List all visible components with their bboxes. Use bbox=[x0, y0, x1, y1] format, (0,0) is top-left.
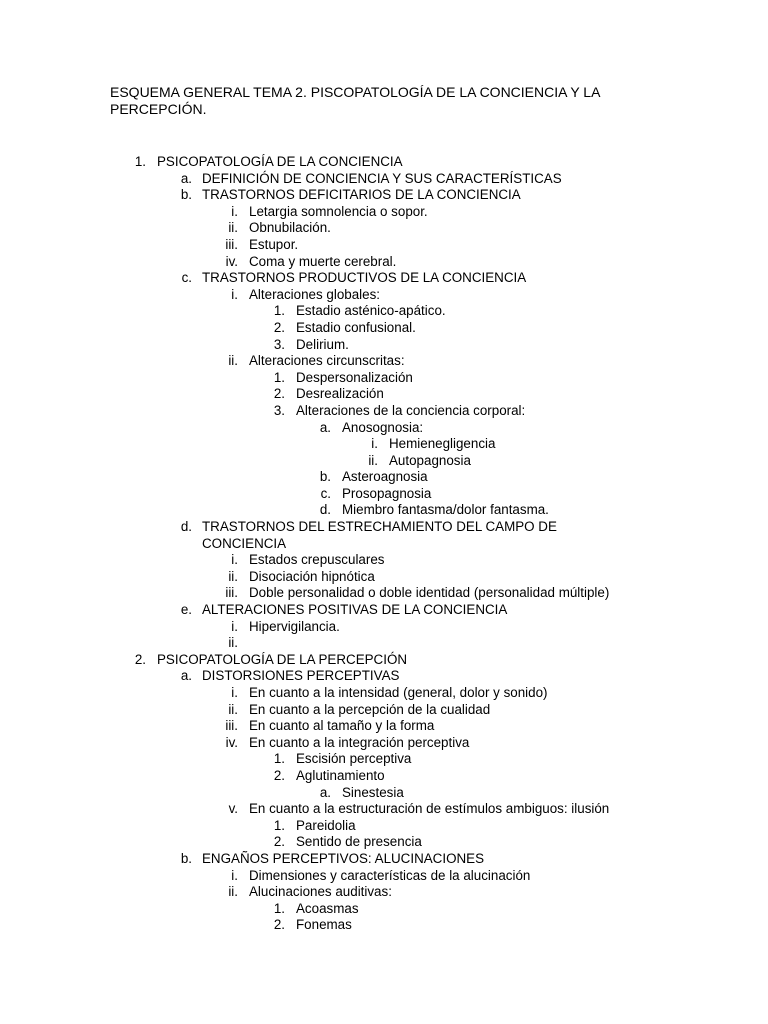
outline-marker: b. bbox=[180, 187, 192, 203]
outline-marker: 2. bbox=[273, 386, 285, 402]
outline-marker: 2. bbox=[273, 834, 285, 850]
outline-item bbox=[0, 420, 768, 437]
outline-text: Estadio confusional. bbox=[296, 319, 416, 335]
outline-item bbox=[0, 154, 768, 171]
outline-item bbox=[0, 287, 768, 304]
outline-item bbox=[0, 917, 768, 934]
outline-item bbox=[0, 486, 768, 503]
outline-item bbox=[0, 668, 768, 685]
outline-item bbox=[0, 785, 768, 802]
outline-text: En cuanto a la percepción de la cualidad bbox=[249, 701, 491, 717]
outline-marker: 2. bbox=[273, 917, 285, 933]
outline-text: Despersonalización bbox=[296, 369, 413, 385]
outline-item bbox=[0, 851, 768, 868]
outline-text: Hipervigilancia. bbox=[249, 618, 340, 634]
outline-text: Anosognosia: bbox=[342, 419, 424, 435]
outline-marker: a. bbox=[180, 170, 192, 186]
outline-marker: d. bbox=[180, 519, 192, 535]
outline-marker: iii. bbox=[225, 236, 238, 252]
outline-text: Alteraciones globales: bbox=[249, 286, 381, 302]
outline-marker: ii. bbox=[228, 635, 238, 651]
outline-marker: c. bbox=[181, 270, 192, 286]
outline-marker: 2. bbox=[273, 319, 285, 335]
outline-marker: i. bbox=[231, 867, 238, 883]
outline-marker: i. bbox=[231, 203, 238, 219]
outline-item bbox=[0, 220, 768, 237]
outline-marker: i. bbox=[231, 618, 238, 634]
outline-item bbox=[0, 469, 768, 486]
outline-item bbox=[0, 502, 768, 519]
outline-item bbox=[0, 353, 768, 370]
outline-item bbox=[0, 403, 768, 420]
outline-text: DEFINICIÓN DE CONCIENCIA Y SUS CARACTERÍSTICAS bbox=[202, 170, 562, 186]
outline-marker: ii. bbox=[368, 452, 378, 468]
outline-item bbox=[0, 303, 768, 320]
outline-item bbox=[0, 320, 768, 337]
outline-item bbox=[0, 453, 768, 470]
outline-marker: 1. bbox=[134, 154, 146, 169]
outline-item bbox=[0, 635, 768, 652]
outline-text: Coma y muerte cerebral. bbox=[249, 253, 397, 269]
outline-marker: a. bbox=[319, 419, 331, 435]
outline-text: Alucinaciones auditivas: bbox=[249, 884, 392, 900]
outline-marker: i. bbox=[371, 436, 378, 452]
outline-item bbox=[0, 818, 768, 835]
outline-marker: v. bbox=[228, 801, 238, 817]
outline-item bbox=[0, 204, 768, 221]
outline-item bbox=[0, 519, 768, 552]
outline-marker: e. bbox=[180, 602, 192, 618]
outline-text: En cuanto a la integración perceptiva bbox=[249, 734, 470, 750]
outline-text: Escisión perceptiva bbox=[296, 751, 412, 767]
outline-marker: 1. bbox=[273, 751, 285, 767]
outline-item bbox=[0, 237, 768, 254]
outline-text: En cuanto al tamaño y la forma bbox=[249, 718, 435, 734]
outline-item bbox=[0, 436, 768, 453]
outline-text: Hemienegligencia bbox=[389, 436, 496, 452]
outline-text: Dimensiones y características de la alucinación bbox=[249, 867, 531, 883]
outline-text: En cuanto a la intensidad (general, dolor y sonido) bbox=[249, 685, 548, 700]
outline-marker: ii. bbox=[228, 220, 238, 236]
outline-marker: ii. bbox=[228, 568, 238, 584]
outline-item bbox=[0, 685, 768, 702]
outline-item bbox=[0, 602, 768, 619]
outline-marker: 3. bbox=[273, 402, 285, 418]
outline-item bbox=[0, 370, 768, 387]
outline-item bbox=[0, 552, 768, 569]
outline-text: Delirium. bbox=[296, 336, 349, 352]
outline-text: Estados crepusculares bbox=[249, 552, 385, 568]
outline-text: TRASTORNOS PRODUCTIVOS DE LA CONCIENCIA bbox=[202, 270, 527, 286]
outline-item bbox=[0, 619, 768, 636]
outline-marker: 1. bbox=[273, 303, 285, 319]
outline-marker: a. bbox=[319, 784, 331, 800]
outline-marker: i. bbox=[231, 552, 238, 568]
outline-item bbox=[0, 585, 768, 602]
outline-item bbox=[0, 884, 768, 901]
outline-marker: ii. bbox=[228, 701, 238, 717]
outline-text: DISTORSIONES PERCEPTIVAS bbox=[202, 668, 400, 684]
outline-item bbox=[0, 652, 768, 669]
outline-marker: i. bbox=[231, 286, 238, 302]
outline-item bbox=[0, 569, 768, 586]
outline-item bbox=[0, 270, 768, 287]
outline-list bbox=[0, 154, 768, 934]
outline-item bbox=[0, 337, 768, 354]
outline-text: Fonemas bbox=[296, 917, 352, 933]
outline-marker: 1. bbox=[273, 817, 285, 833]
outline-item bbox=[0, 768, 768, 785]
outline-text: Acoasmas bbox=[296, 900, 359, 916]
outline-text: Letargia somnolencia o sopor. bbox=[249, 203, 428, 219]
outline-text: Estupor. bbox=[249, 236, 299, 252]
outline-text: Aglutinamiento bbox=[296, 767, 385, 783]
outline-text: Sentido de presencia bbox=[296, 834, 422, 850]
outline-marker: c. bbox=[320, 485, 331, 501]
outline-text: PSICOPATOLOGÍA DE LA PERCEPCIÓN bbox=[157, 651, 408, 667]
outline-marker: b. bbox=[319, 469, 331, 485]
outline-marker: ii. bbox=[228, 353, 238, 369]
outline-item bbox=[0, 801, 768, 818]
outline-marker: iii. bbox=[225, 585, 238, 601]
outline-marker: iii. bbox=[225, 718, 238, 734]
outline-item bbox=[0, 702, 768, 719]
outline-item bbox=[0, 868, 768, 885]
outline-text: Estadio asténico-apático. bbox=[296, 303, 446, 319]
outline-item bbox=[0, 171, 768, 188]
outline-marker: iv. bbox=[225, 734, 238, 750]
outline-item bbox=[0, 751, 768, 768]
outline-item bbox=[0, 735, 768, 752]
outline-text: Sinestesia bbox=[342, 784, 404, 800]
outline-text: Desrealización bbox=[296, 386, 384, 402]
outline-item bbox=[0, 254, 768, 271]
outline-item bbox=[0, 718, 768, 735]
outline-marker: 2. bbox=[134, 651, 146, 667]
outline-marker: 1. bbox=[273, 369, 285, 385]
outline-item bbox=[0, 187, 768, 204]
outline-text: Miembro fantasma/dolor fantasma. bbox=[342, 502, 549, 518]
outline-marker: i. bbox=[231, 685, 238, 700]
outline-marker: a. bbox=[180, 668, 192, 684]
document-title: ESQUEMA GENERAL TEMA 2. PISCOPATOLOGÍA DE LA CONCIENCIA Y LA PERCEPCIÓN. bbox=[110, 84, 600, 117]
outline-text: PSICOPATOLOGÍA DE LA CONCIENCIA bbox=[157, 154, 403, 169]
outline-item bbox=[0, 901, 768, 918]
outline-marker: d. bbox=[319, 502, 331, 518]
outline-text: ALTERACIONES POSITIVAS DE LA CONCIENCIA bbox=[202, 602, 508, 618]
outline-item bbox=[0, 386, 768, 403]
outline-text: ENGAÑOS PERCEPTIVOS: ALUCINACIONES bbox=[202, 850, 485, 866]
outline-text: Prosopagnosia bbox=[342, 485, 432, 501]
outline-text: Pareidolia bbox=[296, 817, 356, 833]
outline-text: TRASTORNOS DEL ESTRECHAMIENTO DEL CAMPO DE CONCIENCIA bbox=[202, 519, 557, 551]
outline-text: TRASTORNOS DEFICITARIOS DE LA CONCIENCIA bbox=[202, 187, 521, 203]
outline-text: Alteraciones de la conciencia corporal: bbox=[296, 402, 526, 418]
outline-text: Alteraciones circunscritas: bbox=[249, 353, 405, 369]
outline-item bbox=[0, 834, 768, 851]
outline-text: Asteroagnosia bbox=[342, 469, 428, 485]
outline-text: En cuanto a la estructuración de estímulos ambiguos: ilusión bbox=[249, 801, 610, 817]
outline-marker: iv. bbox=[225, 253, 238, 269]
outline-marker: ii. bbox=[228, 884, 238, 900]
outline-text: Doble personalidad o doble identidad (personalidad múltiple) bbox=[249, 585, 610, 601]
outline-text: Disociación hipnótica bbox=[249, 568, 375, 584]
outline-marker: 1. bbox=[273, 900, 285, 916]
outline-text: Autopagnosia bbox=[389, 452, 471, 468]
outline-marker: b. bbox=[180, 850, 192, 866]
outline-text: Obnubilación. bbox=[249, 220, 331, 236]
outline-marker: 3. bbox=[273, 336, 285, 352]
outline-marker: 2. bbox=[273, 767, 285, 783]
